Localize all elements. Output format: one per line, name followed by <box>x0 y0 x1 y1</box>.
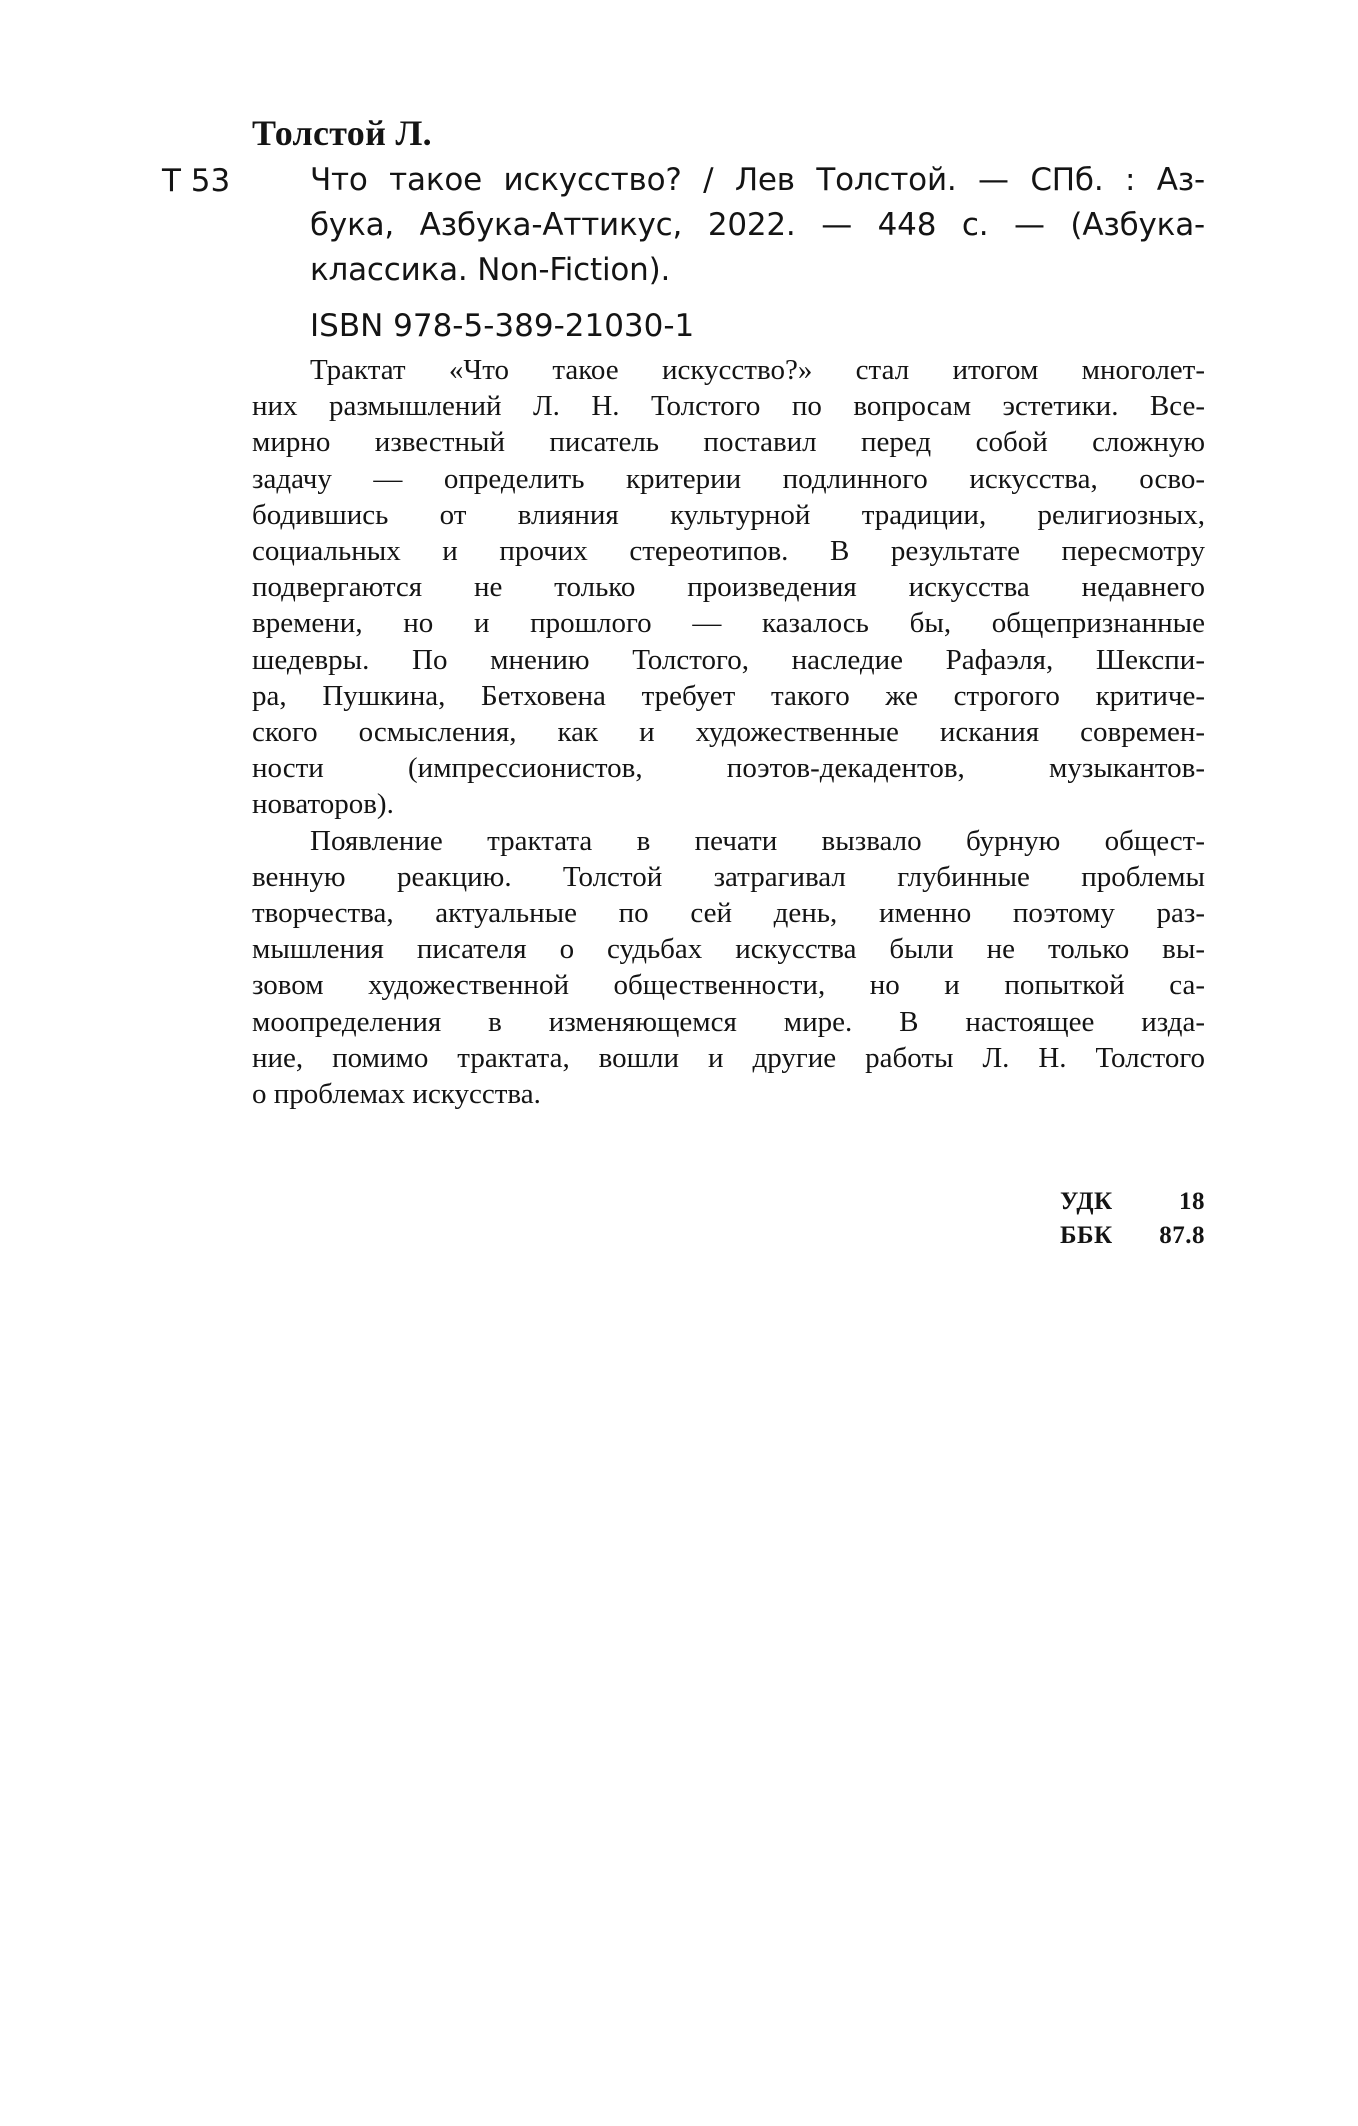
bbk-value: 87.8 <box>1159 1222 1205 1249</box>
author-heading: Толстой Л. <box>252 113 432 153</box>
annotation-paragraph-1 <box>252 352 1205 823</box>
annotation-paragraph-2 <box>252 823 1205 1113</box>
biblio-line: Что такое искусство? / Лев Толстой. — СПб. : Аз- <box>310 162 1205 198</box>
annotation-line: новаторов). <box>252 788 394 821</box>
annotation-line: подвергаются не только произведения искусства недавнего <box>252 571 1205 604</box>
annotation-line: творчества, актуальные по сей день, именно поэтому раз- <box>252 897 1205 930</box>
annotation-line: о проблемах искусства. <box>252 1078 541 1111</box>
annotation-line: социальных и прочих стереотипов. В результате пересмотру <box>252 535 1205 568</box>
annotation-line: Появление трактата в печати вызвало бурную общест- <box>310 824 1205 857</box>
biblio-line: бука, Азбука-Аттикус, 2022. — 448 с. — (Азбука- <box>310 207 1205 243</box>
annotation-line: моопределения в изменяющемся мире. В настоящее изда- <box>252 1005 1205 1038</box>
annotation-line: венную реакцию. Толстой затрагивал глубинные проблемы <box>252 860 1205 893</box>
annotation-line: мирно известный писатель поставил перед собой сложную <box>252 426 1205 459</box>
bbk-label: ББК <box>1060 1222 1113 1249</box>
annotation-line: бодившись от влияния культурной традиции, религиозных, <box>252 498 1205 531</box>
annotation-line: задачу — определить критерии подлинного искусства, осво- <box>252 462 1205 495</box>
annotation-line: ского осмысления, как и художественные искания современ- <box>252 716 1205 749</box>
bbk-code <box>1060 1219 1205 1253</box>
biblio-line: классика. Non-Fiction). <box>310 252 671 288</box>
bibliographic-record <box>310 158 1205 293</box>
classification-codes <box>1060 1185 1205 1253</box>
annotation-line: времени, но и прошлого — казалось бы, общепризнанные <box>252 607 1205 640</box>
author-mark: Т 53 <box>162 163 231 199</box>
annotation-line: Трактат «Что такое искусство?» стал итогом многолет- <box>310 354 1205 386</box>
udk-code <box>1060 1185 1205 1219</box>
udk-value: 18 <box>1179 1188 1205 1215</box>
annotation-line: них размышлений Л. Н. Толстого по вопросам эстетики. Все- <box>252 390 1205 423</box>
annotation-line: шедевры. По мнению Толстого, наследие Рафаэля, Шекспи- <box>252 643 1205 676</box>
annotation <box>252 352 1205 1112</box>
annotation-line: ности (импрессионистов, поэтов-декадентов, музыкантов- <box>252 752 1205 785</box>
isbn: ISBN 978-5-389-21030-1 <box>310 308 695 344</box>
annotation-line: мышления писателя о судьбах искусства были не только вы- <box>252 933 1205 966</box>
annotation-line: зовом художественной общественности, но и попыткой са- <box>252 969 1205 1002</box>
udk-label: УДК <box>1060 1188 1113 1215</box>
annotation-line: ра, Пушкина, Бетховена требует такого же строгого критиче- <box>252 679 1205 712</box>
annotation-line: ние, помимо трактата, вошли и другие работы Л. Н. Толстого <box>252 1041 1205 1074</box>
